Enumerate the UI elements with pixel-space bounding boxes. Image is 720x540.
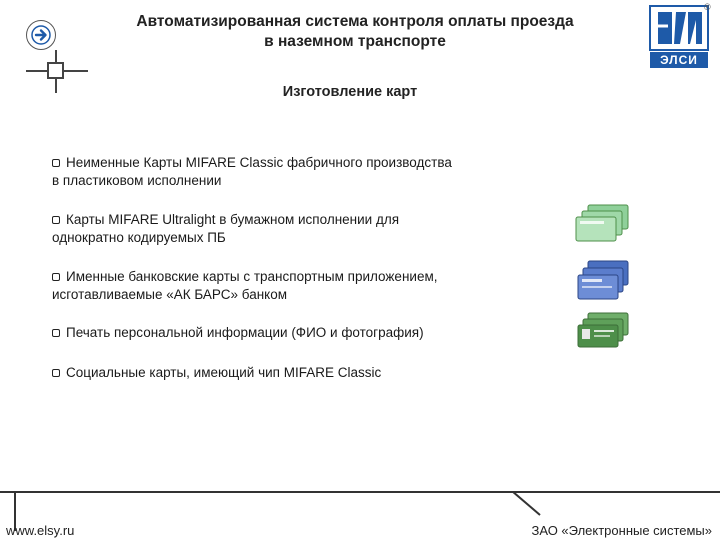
- page-title: [90, 12, 620, 52]
- list-item: [52, 154, 552, 190]
- checkbox-bullet-icon: [52, 369, 60, 377]
- next-slide-button[interactable]: [26, 20, 56, 50]
- list-item-text-cont: в пластиковом исполнении: [52, 173, 222, 188]
- list-item: [52, 211, 552, 247]
- registered-mark: ®: [704, 2, 711, 12]
- list-item-text-cont: исготавливаемые «АК БАРС» банком: [52, 287, 288, 302]
- list-item-text: Неименные Карты MIFARE Classic фабричного производства: [66, 155, 452, 170]
- title-line-1: Автоматизированная система контроля оплаты проезда: [136, 13, 574, 30]
- footer-website-link[interactable]: www.elsy.ru: [6, 523, 75, 538]
- list-item: [52, 268, 552, 304]
- checkbox-bullet-icon: [52, 159, 60, 167]
- connector-line-lower: [55, 79, 57, 93]
- list-item-text-cont: однократно кодируемых ПБ: [52, 230, 226, 245]
- node-square: [47, 62, 64, 79]
- checkbox-bullet-icon: [52, 329, 60, 337]
- ultralight-cards-image: [572, 203, 632, 243]
- list-item: [52, 364, 552, 382]
- footer-divider: [0, 491, 720, 493]
- connector-line: [55, 50, 57, 62]
- list-item-text: Именные банковские карты с транспортным приложением,: [66, 269, 438, 284]
- bank-cards-image: [574, 260, 632, 302]
- title-line-2: в наземном транспорте: [264, 33, 446, 50]
- personalized-cards-image: [574, 312, 632, 350]
- list-item: [52, 324, 552, 342]
- logo-text: ЭЛСИ: [660, 53, 698, 67]
- arrow-right-icon: [31, 25, 51, 45]
- list-item-text: Карты MIFARE Ultralight в бумажном исполнении для: [66, 212, 400, 227]
- checkbox-bullet-icon: [52, 216, 60, 224]
- checkbox-bullet-icon: [52, 273, 60, 281]
- elsy-logo: [644, 2, 716, 72]
- list-item-text: Печать персональной информации (ФИО и фотография): [66, 325, 424, 340]
- list-item-text: Социальные карты, имеющий чип MIFARE Classic: [66, 365, 382, 380]
- slide-subtitle: Изготовление карт: [282, 84, 418, 100]
- footer-company: ЗАО «Электронные системы»: [531, 523, 712, 538]
